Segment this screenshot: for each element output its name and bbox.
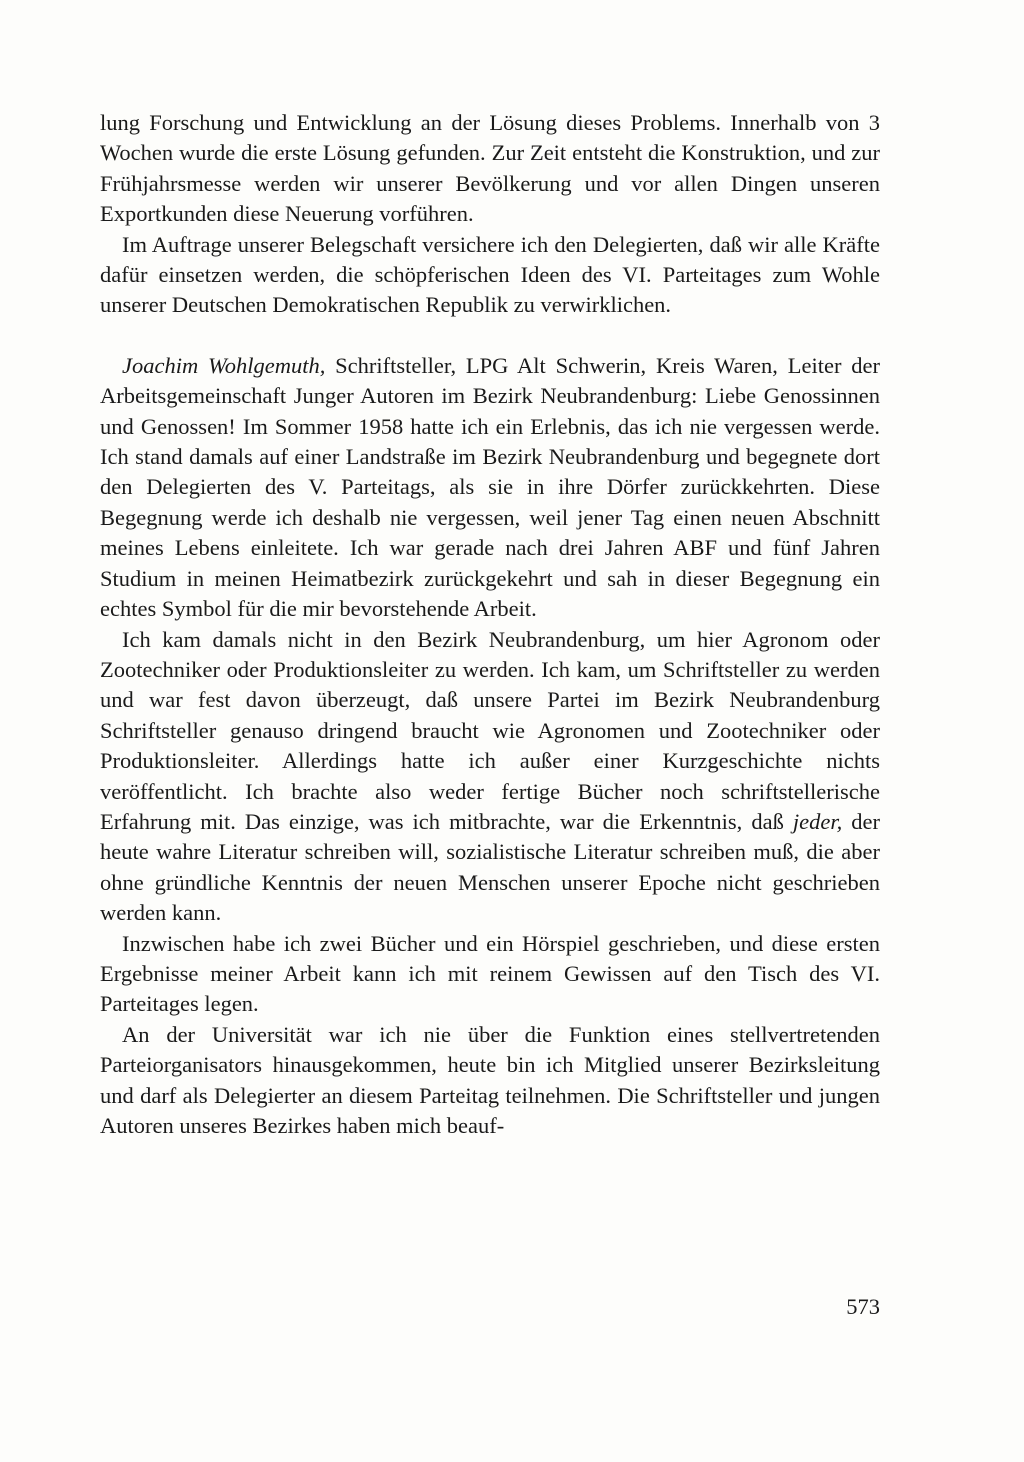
- emphasis-word: jeder,: [792, 808, 843, 834]
- paragraph-speech: Inzwischen habe ich zwei Bücher und ein Hörspiel geschrieben, und diese ersten Ergebnisse meiner Arbeit kann ich mit reinem Gewissen auf den Tisch des VI. Parteitages legen.: [100, 930, 880, 1017]
- paragraph-speech: An der Universität war ich nie über die Funktion eines stellvertretenden Parteiorganisators hinausgekommen, heute bin ich Mitglied unserer Bezirksleitung und darf als Delegierter an diesem Parteitag teilnehmen. Die Schriftsteller und jungen Autoren unseres Bezirkes haben mich beauf-: [100, 1021, 880, 1138]
- speech-text-after: der heute wahre Literatur schreiben will, sozialistische Literatur schreiben muß, die aber ohne gründliche Kenntnis der neuen Menschen unserer Epoche nicht geschrieben werden kann.: [100, 808, 880, 926]
- paragraph-closing: Im Auftrage unserer Belegschaft versichere ich den Delegierten, daß wir alle Kräfte dafür einsetzen werden, die schöpferischen Ideen des VI. Parteitages zum Wohle unserer Deutschen Demokratischen Republik zu verwirklichen.: [100, 231, 880, 318]
- speaker-name: Joachim Wohlgemuth,: [122, 352, 326, 378]
- paragraph-continuation: lung Forschung und Entwicklung an der Lösung dieses Problems. Innerhalb von 3 Wochen wurde die erste Lösung gefunden. Zur Zeit entsteht die Konstruktion, und zur Frühjahrsmesse werden wir unserer Bevölkerung und vor allen Dingen unseren Exportkunden diese Neuerung vorführen.: [100, 110, 880, 227]
- paragraph-speech: [100, 625, 880, 929]
- speech-text-before: Ich kam damals nicht in den Bezirk Neubrandenburg, um hier Agronom oder Zootechniker oder Produktionsleiter zu werden. Ich kam, um Schriftsteller zu werden und war fest davon überzeugt, daß unsere Partei im Bezirk Neubrandenburg Schriftsteller genauso dringend braucht wie Agronomen und Zootechniker oder Produktionsleiter. Allerdings hatte ich außer einer Kurzgeschichte nichts veröffentlicht. Ich brachte also weder fertige Bücher noch schriftstellerische Erfahrung mit. Das einzige, was ich mitbrachte, war die Erkenntnis, daß: [100, 626, 880, 834]
- page-number: 573: [846, 1294, 880, 1319]
- document-body: [100, 108, 880, 1141]
- speech-text: Schriftsteller, LPG Alt Schwerin, Kreis Waren, Leiter der Arbeitsgemeinschaft Junger Autoren im Bezirk Neubrandenburg: Liebe Genossinnen und Genossen! Im Sommer 1958 hatte ich ein Erlebnis, das ich nie vergessen werde. Ich stand damals auf einer Landstraße im Bezirk Neubrandenburg und begegnete dort den Delegierten des V. Parteitags, als sie in ihre Dörfer zurückkehrten. Diese Begegnung werde ich deshalb nie vergessen, weil jener Tag einen neuen Abschnitt meines Lebens einleitete. Ich war gerade nach drei Jahren ABF und fünf Jahren Studium in meinen Heimatbezirk zurückgekehrt und sah in dieser Begegnung ein echtes Symbol für die mir bevorstehende Arbeit.: [100, 352, 881, 622]
- paragraph-speech-start: [100, 351, 880, 625]
